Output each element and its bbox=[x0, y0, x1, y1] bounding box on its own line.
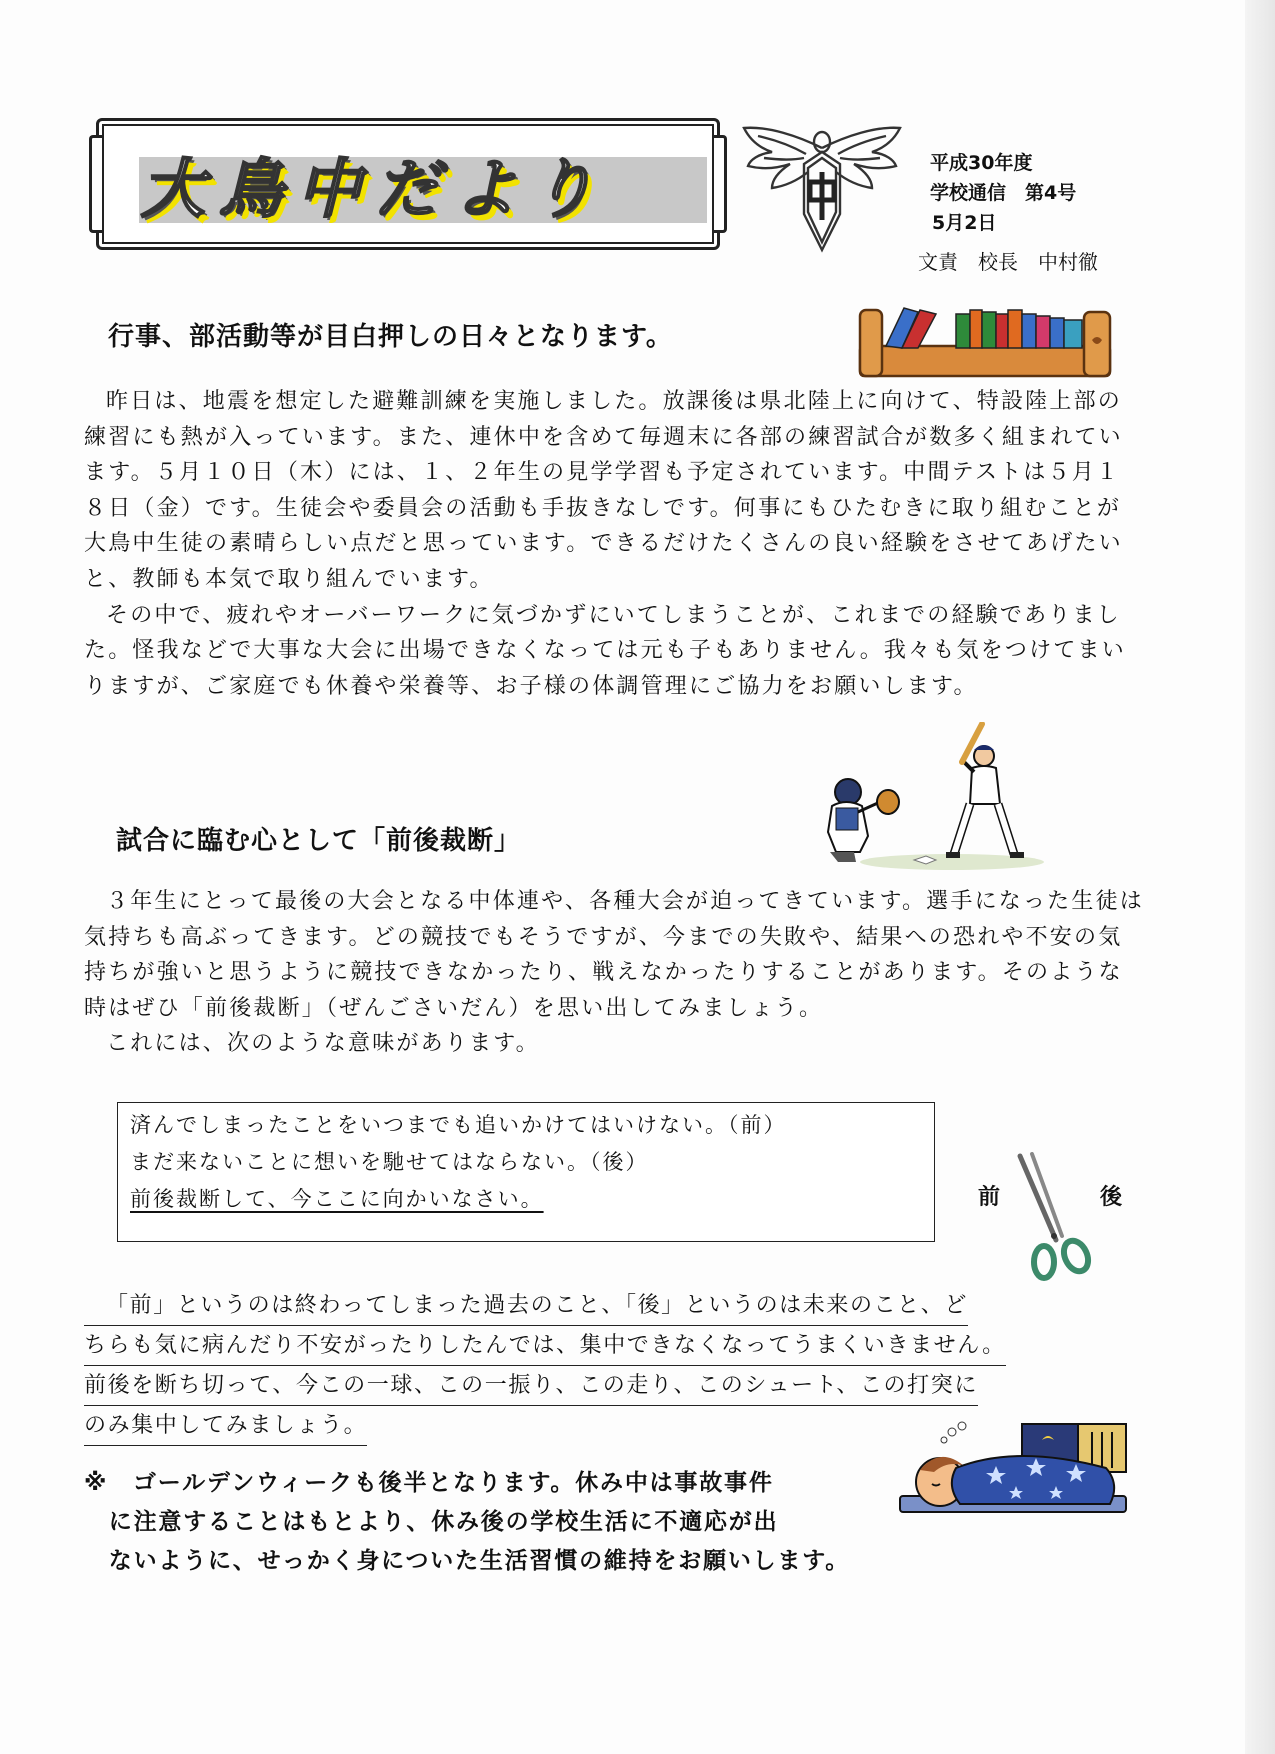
issue-info bbox=[930, 148, 1130, 238]
bookshelf-icon bbox=[856, 300, 1114, 382]
issue-number: 学校通信 第4号 bbox=[930, 182, 1077, 204]
section1-heading: 行事、部活動等が目白押しの日々となります。 bbox=[108, 322, 673, 352]
issue-date: 5月2日 bbox=[932, 212, 997, 234]
note-line-2: に注意することはもとより、休み後の学校生活に不適応が出 bbox=[84, 1509, 779, 1535]
note-line-3: ないように、せっかく身についた生活習慣の維持をお願いします。 bbox=[84, 1548, 851, 1574]
page-edge bbox=[1245, 0, 1275, 1754]
section1-body bbox=[84, 384, 1144, 704]
issue-year: 平成30年度 bbox=[930, 152, 1033, 174]
scissors-label-back: 後 bbox=[1100, 1185, 1123, 1210]
title-banner bbox=[96, 118, 720, 250]
explanation-line-1: 「前」というのは終わってしまった過去のこと、「後」というのは未来のこと、ど bbox=[84, 1286, 968, 1326]
section2-paragraph-1: ３年生にとって最後の大会となる中体連や、各種大会が迫ってきています。選手になった生徒は気持ちも高ぶってきます。どの競技でもそうですが、今までの失敗や、結果への恐れや不安の気持ちが強いと思うように競技できなかったり、戦えなかったりすることがあります。そのような時はぜひ「前後裁断」（ぜんごさいだん）を思い出してみましょう。 bbox=[84, 889, 1144, 1021]
scissors-label-front: 前 bbox=[978, 1185, 1001, 1210]
newsletter-title: 大鳥中だより bbox=[141, 153, 609, 227]
meaning-line-1: 済んでしまったことをいつまでも追いかけてはいけない。（前） bbox=[130, 1113, 787, 1137]
scissors-icon bbox=[1010, 1152, 1100, 1284]
author-line: 文責 校長 中村徹 bbox=[918, 250, 1098, 274]
section1-paragraph-1: 昨日は、地震を想定した避難訓練を実施しました。放課後は県北陸上に向けて、特設陸上部の練習にも熱が入っています。また、連休中を含めて毎週末に各部の練習試合が数多く組まれています。５月１０日（木）には、１、２年生の見学学習も予定されています。中間テストは５月１８日（金）です。生徒会や委員会の活動も手抜きなしです。何事にもひたむきに取り組むことが大鳥中生徒の素晴らしい点だと思っています。できるだけたくさんの良い経験をさせてあげたいと、教師も本気で取り組んでいます。 bbox=[84, 389, 1123, 592]
meaning-line-2: まだ来ないことに想いを馳せてはならない。（後） bbox=[130, 1150, 649, 1174]
note-line-1: ※ ゴールデンウィークも後半となります。休み中は事故事件 bbox=[84, 1470, 774, 1496]
section2-paragraph-2: これには、次のような意味があります。 bbox=[106, 1031, 540, 1057]
explanation-line-2: ちらも気に病んだり不安がったりしたんでは、集中できなくなってうまくいきません。 bbox=[84, 1326, 1006, 1366]
baseball-players-icon bbox=[812, 722, 1052, 874]
meaning-box bbox=[117, 1102, 935, 1242]
holiday-note bbox=[84, 1464, 850, 1581]
sleeping-child-icon bbox=[896, 1420, 1146, 1530]
explanation-line-4: のみ集中してみましょう。 bbox=[84, 1406, 367, 1446]
section2-body bbox=[84, 884, 1144, 1062]
section2-heading: 試合に臨む心として「前後裁断」 bbox=[116, 826, 522, 856]
section1-paragraph-2: その中で、疲れやオーバーワークに気づかずにいてしまうことが、これまでの経験でありました。怪我などで大事な大会に出場できなくなっては元も子もありません。我々も気をつけてまいりますが、ご家庭でも休養や栄養等、お子様の体調管理にご協力をお願いします。 bbox=[84, 602, 1126, 699]
meaning-line-3: 前後裁断して、今ここに向かいなさい。 bbox=[130, 1187, 544, 1211]
explanation-line-3: 前後を断ち切って、今この一球、この一振り、この走り、このシュート、この打突に bbox=[84, 1366, 978, 1406]
school-emblem-icon bbox=[738, 118, 906, 262]
